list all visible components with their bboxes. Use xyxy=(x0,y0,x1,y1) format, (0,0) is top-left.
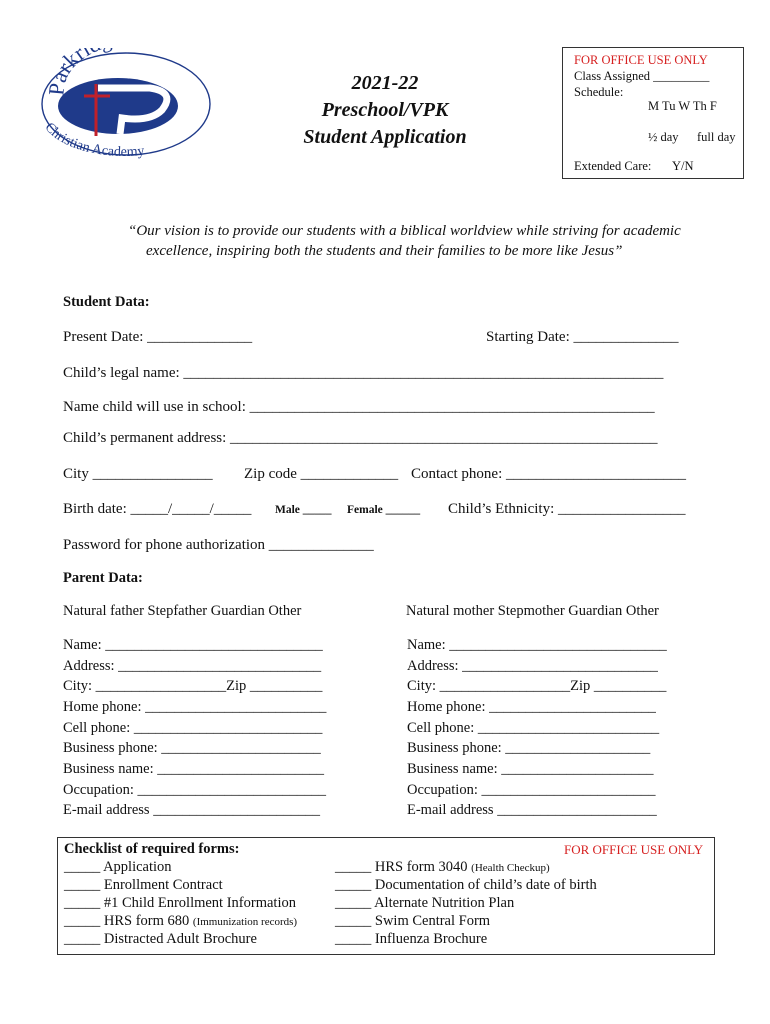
parent-field[interactable]: Business phone: ____________________ xyxy=(407,740,651,756)
vision-line-1: “Our vision is to provide our students with a biblical worldview while striving for academic xyxy=(128,223,681,239)
checklist-item-label: _____ Influenza Brochure xyxy=(335,931,488,947)
birth-date-field[interactable]: Birth date: _____/_____/_____ xyxy=(63,501,252,517)
checklist-item-label: _____ Documentation of child’s date of birth xyxy=(335,877,597,893)
checklist-item[interactable] xyxy=(64,913,297,930)
extended-care-label: Extended Care: xyxy=(574,159,652,173)
parent-field[interactable]: City: __________________Zip __________ xyxy=(63,678,323,694)
logo-top-text: Parkri xyxy=(43,48,95,97)
checklist-item[interactable] xyxy=(335,931,487,948)
school-name-field[interactable]: Name child will use in school: ______________________________________________________ xyxy=(63,399,655,415)
title-document: Student Application xyxy=(303,126,467,148)
extended-care-yn[interactable]: Y/N xyxy=(672,159,694,173)
title-year: 2021-22 xyxy=(351,72,419,94)
parent-field[interactable]: Name: ______________________________ xyxy=(407,637,667,653)
office-header: FOR OFFICE USE ONLY xyxy=(574,53,708,67)
parent-field[interactable]: Cell phone: __________________________ xyxy=(63,720,323,736)
full-day-option[interactable]: full day xyxy=(697,130,736,144)
checklist-office-header: FOR OFFICE USE ONLY xyxy=(564,842,704,857)
checklist-item-note: (Health Checkup) xyxy=(471,862,550,874)
parent-field[interactable]: Business name: _______________________ xyxy=(63,761,324,777)
checklist-item-label: _____ Enrollment Contract xyxy=(64,877,223,893)
ethnicity-field[interactable]: Child’s Ethnicity: _________________ xyxy=(448,501,686,517)
parent-field[interactable]: Occupation: __________________________ xyxy=(63,782,326,798)
logo-emblem xyxy=(38,48,216,163)
present-date-field[interactable]: Present Date: ______________ xyxy=(63,329,253,345)
father-relationship-options[interactable]: Natural father Stepfather Guardian Other xyxy=(63,603,302,619)
parent-field[interactable]: Business phone: ______________________ xyxy=(63,740,321,756)
school-logo xyxy=(38,48,216,163)
parent-field[interactable]: Address: ____________________________ xyxy=(63,658,322,674)
title-program: Preschool/VPK xyxy=(321,99,449,121)
legal-name-field[interactable]: Child’s legal name: ________________________________________________________________ xyxy=(63,365,664,381)
required-forms-checklist xyxy=(57,837,715,955)
zip-code-field[interactable]: Zip code _____________ xyxy=(244,466,399,482)
schedule-days[interactable]: M Tu W Th F xyxy=(648,99,717,113)
schedule-label: Schedule: xyxy=(574,85,624,99)
checklist-item[interactable] xyxy=(64,859,172,876)
checklist-item-label: _____ Alternate Nutrition Plan xyxy=(335,895,515,911)
checklist-item[interactable] xyxy=(335,877,597,894)
office-use-box xyxy=(562,47,744,179)
parent-field[interactable]: City: __________________Zip __________ xyxy=(407,678,667,694)
logo-bottom-text: Christian Academy xyxy=(41,120,146,161)
parent-data-heading: Parent Data: xyxy=(63,570,143,586)
class-assigned-field[interactable]: Class Assigned _________ xyxy=(574,69,710,83)
female-field[interactable]: Female ______ xyxy=(347,504,421,516)
parent-field[interactable]: E-mail address ______________________ xyxy=(407,802,657,818)
vision-statement xyxy=(128,221,698,261)
checklist-item-label: _____ HRS form 3040 xyxy=(335,859,472,875)
checklist-item-label: _____ Swim Central Form xyxy=(335,913,491,929)
parent-field[interactable]: Home phone: _________________________ xyxy=(63,699,327,715)
student-data-heading: Student Data: xyxy=(63,294,150,310)
parent-field[interactable]: Name: ______________________________ xyxy=(63,637,323,653)
parent-field[interactable]: Cell phone: _________________________ xyxy=(407,720,660,736)
contact-phone-field[interactable]: Contact phone: ________________________ xyxy=(411,466,686,482)
checklist-heading: Checklist of required forms: xyxy=(64,841,240,857)
city-field[interactable]: City ________________ xyxy=(63,466,213,482)
checklist-item-note: (Immunization records) xyxy=(192,916,298,928)
checklist-item-label: _____ #1 Child Enrollment Information xyxy=(64,895,296,911)
parent-field[interactable]: E-mail address _______________________ xyxy=(63,802,320,818)
vision-line-2: excellence, inspiring both the students and their families to be more like Jesus” xyxy=(146,243,623,259)
permanent-address-field[interactable]: Child’s permanent address: _________________________________________________________ xyxy=(63,430,658,446)
parent-field[interactable]: Home phone: _______________________ xyxy=(407,699,656,715)
checklist-item[interactable] xyxy=(335,913,490,930)
male-field[interactable]: Male _____ xyxy=(275,504,332,516)
parent-field[interactable]: Occupation: ________________________ xyxy=(407,782,656,798)
half-day-option[interactable]: ½ day xyxy=(648,130,679,144)
checklist-item[interactable] xyxy=(335,895,514,912)
checklist-item[interactable] xyxy=(64,931,257,948)
checklist-item-label: _____ HRS form 680 xyxy=(64,913,193,929)
checklist-item-label: _____ Application xyxy=(64,859,172,875)
checklist-item[interactable] xyxy=(335,859,550,876)
page-title xyxy=(290,70,480,151)
starting-date-field[interactable]: Starting Date: ______________ xyxy=(486,329,679,345)
checklist-item[interactable] xyxy=(64,895,296,912)
mother-relationship-options[interactable]: Natural mother Stepmother Guardian Other xyxy=(406,603,659,619)
checklist-item-label: _____ Distracted Adult Brochure xyxy=(64,931,257,947)
phone-password-field[interactable]: Password for phone authorization ______________ xyxy=(63,537,374,553)
checklist-item[interactable] xyxy=(64,877,223,894)
parent-field[interactable]: Address: ___________________________ xyxy=(407,658,658,674)
parent-field[interactable]: Business name: _____________________ xyxy=(407,761,654,777)
